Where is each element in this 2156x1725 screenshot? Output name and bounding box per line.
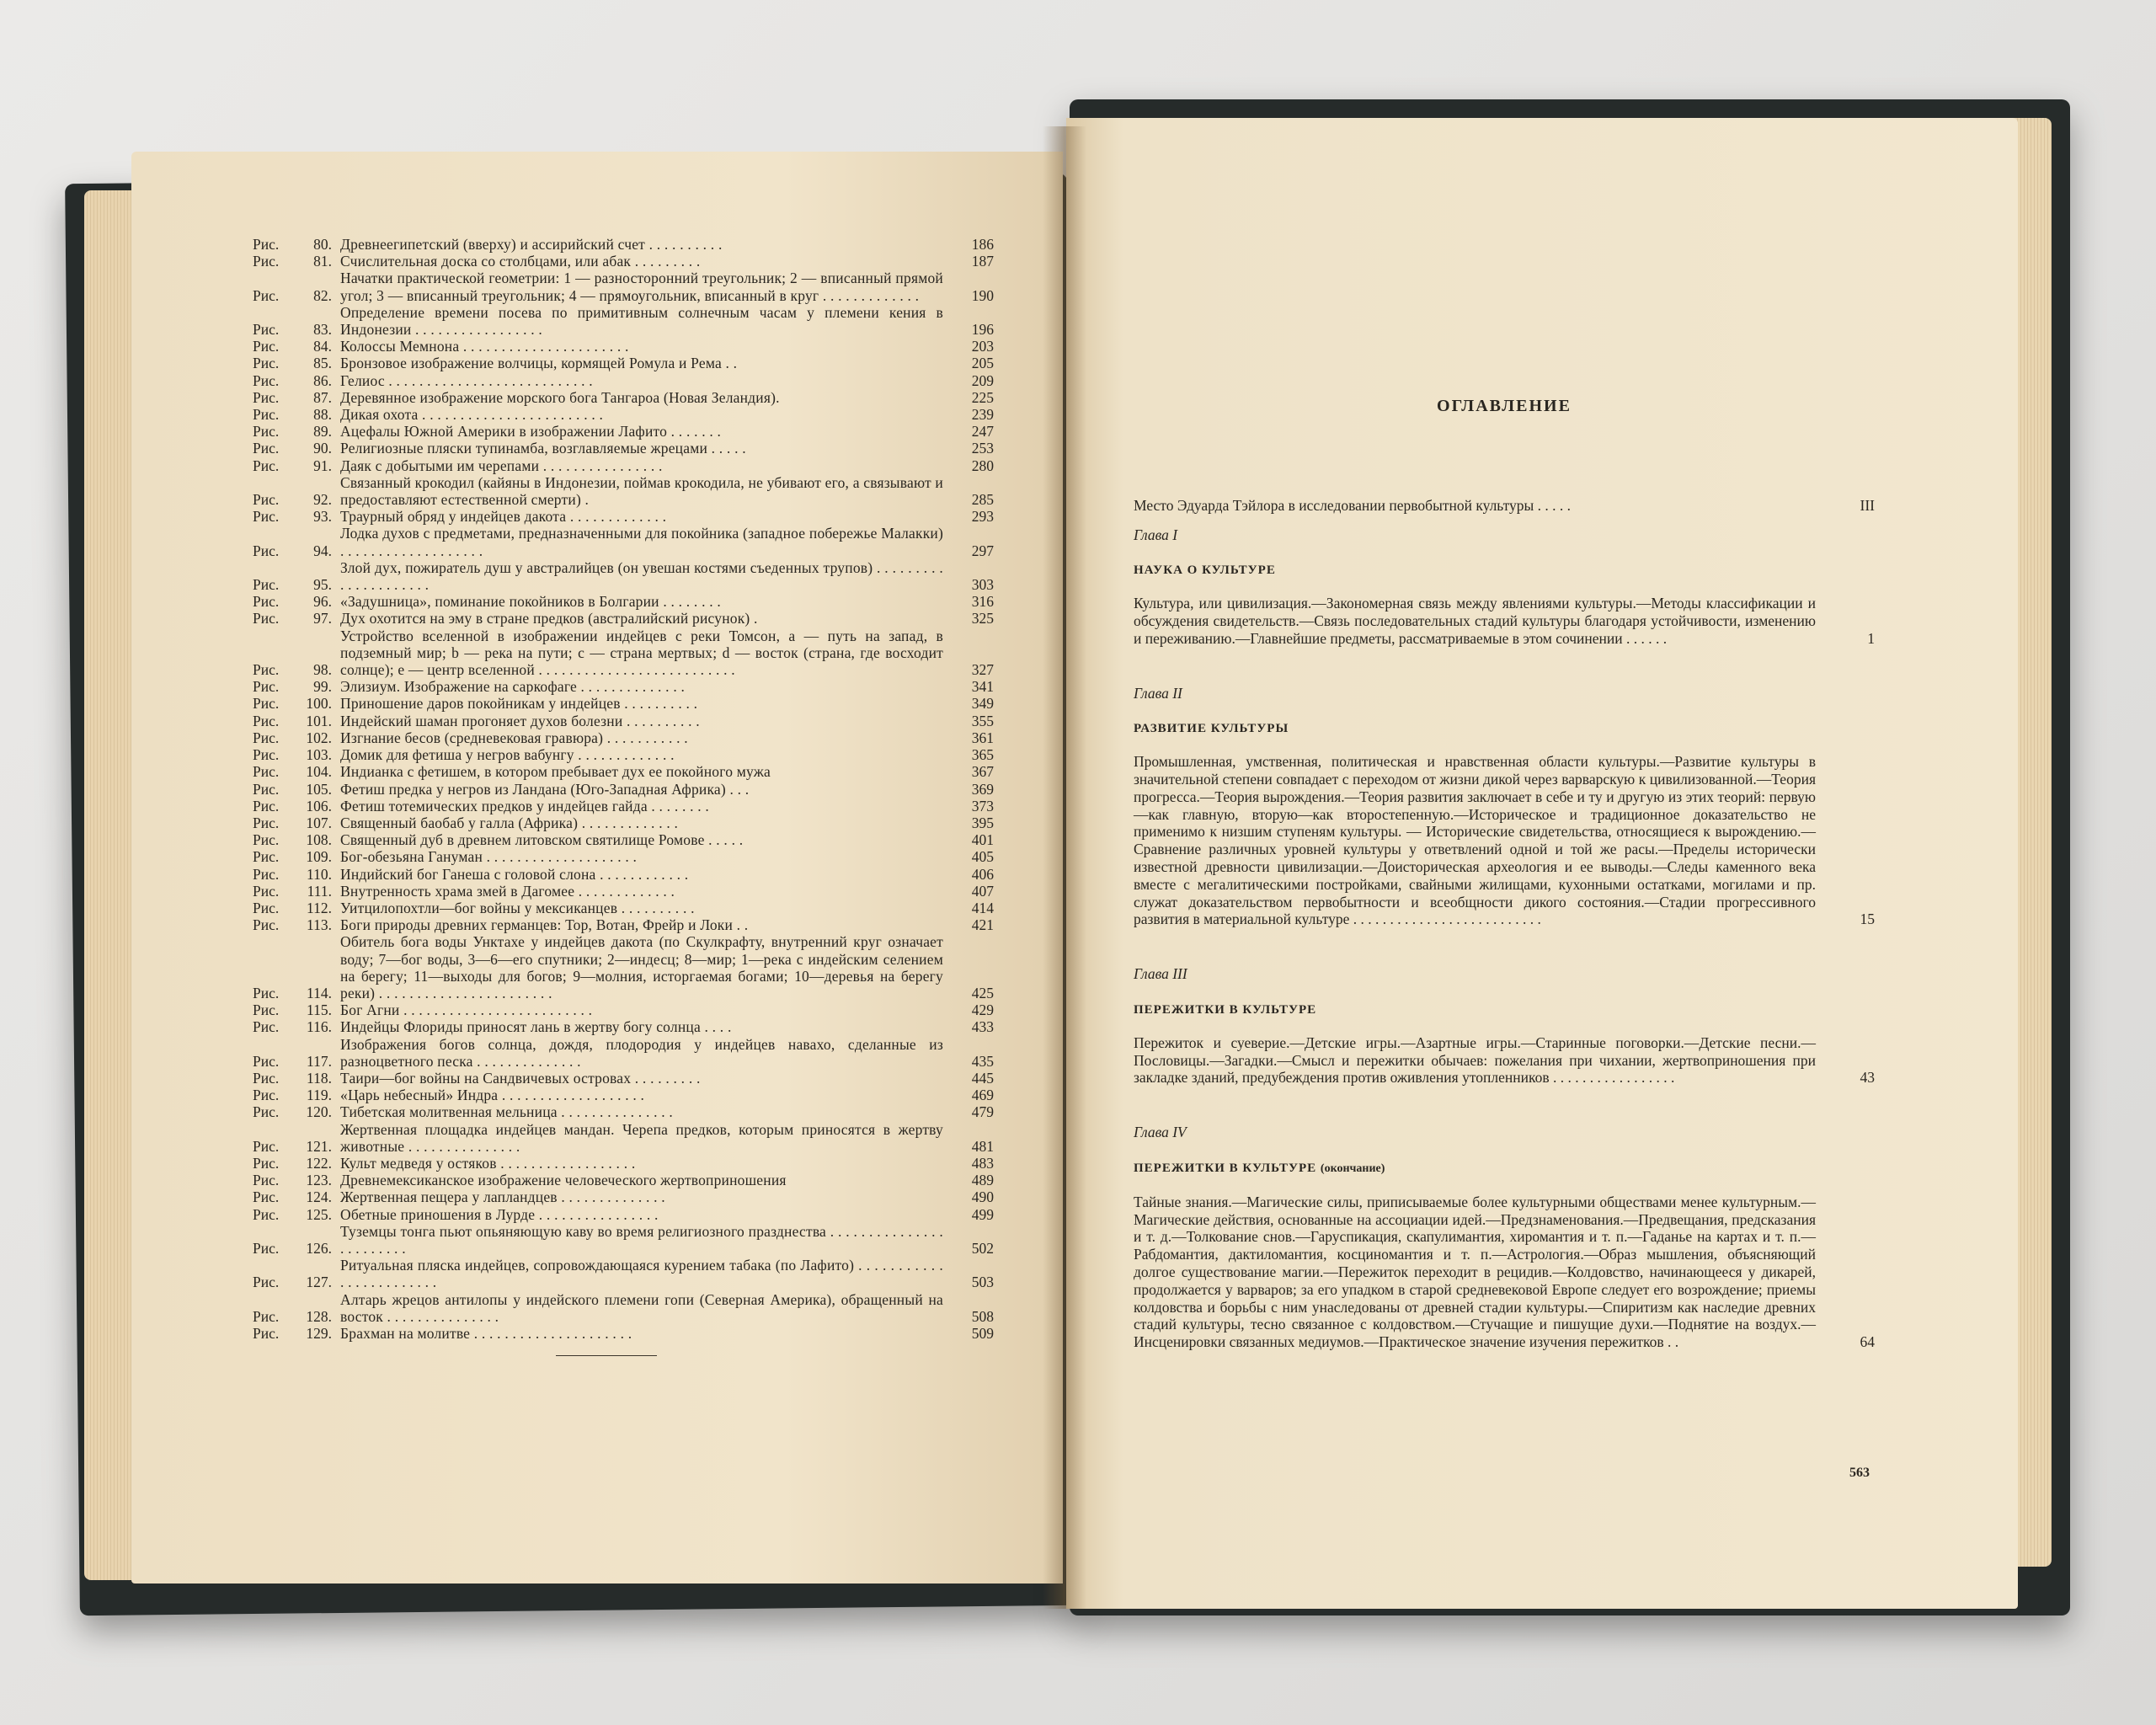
figure-caption: Уитцилопохтли—бог войны у мексиканцев . . . . . . . . . . — [340, 899, 695, 916]
figure-caption: Индейцы Флориды приносят лань в жертву богу солнца . . . . — [340, 1018, 732, 1036]
figure-label: Рис. — [253, 984, 280, 1001]
figure-caption: Ацефалы Южной Америки в изображении Лафито . . . . . . . — [340, 423, 722, 441]
figure-page: 421 — [971, 916, 994, 934]
figure-entry — [253, 729, 994, 746]
figure-number: 123. — [306, 1172, 332, 1189]
figure-label: Рис. — [253, 899, 280, 916]
toc-intro-entry — [1134, 497, 1875, 515]
figure-page: 489 — [971, 1172, 994, 1189]
figure-number: 98. — [313, 661, 332, 679]
figure-label: Рис. — [253, 508, 280, 526]
figure-entry — [253, 304, 994, 338]
figure-page: 499 — [971, 1205, 994, 1223]
figure-number: 112. — [307, 899, 332, 916]
figure-number: 110. — [307, 865, 332, 883]
figure-page: 187 — [971, 253, 994, 270]
page-title: ОГЛАВЛЕНИЕ — [1437, 397, 1572, 415]
figure-entry — [253, 610, 994, 627]
figure-page: 367 — [971, 763, 994, 781]
figure-number: 82. — [313, 286, 332, 304]
figure-label: Рис. — [253, 1274, 280, 1291]
figure-number: 109. — [306, 848, 332, 866]
figure-label: Рис. — [253, 746, 280, 764]
figure-entry — [253, 355, 994, 371]
spacer — [1134, 1087, 1875, 1112]
figure-number: 111. — [307, 882, 332, 900]
figure-number: 96. — [313, 593, 332, 611]
end-rule — [556, 1355, 657, 1356]
figure-caption: Устройство вселенной в изображении индейцев с реки Томсон, a — путь на запад, в подземный мир; b — река на пути; c — страна мертвых; d — восток (страна, где восходит солнце); e — центр вселенной . . . . . . . . . . . . . . . . . . . . . . . . . . — [340, 627, 943, 679]
figure-page: 481 — [971, 1137, 994, 1155]
figure-page: 297 — [971, 542, 994, 559]
figure-caption: Обетные приношения в Лурде . . . . . . . . . . . . . . . . — [340, 1205, 659, 1223]
figure-entry — [253, 253, 994, 270]
figure-entry — [253, 678, 994, 695]
figure-page: 316 — [971, 593, 994, 611]
figure-number: 94. — [313, 542, 332, 559]
figure-entry — [253, 372, 994, 389]
figure-entry — [253, 781, 994, 798]
figure-page: 433 — [971, 1018, 994, 1036]
figure-page: 190 — [971, 286, 994, 304]
figure-page: 429 — [971, 1001, 994, 1019]
figure-label: Рис. — [253, 882, 280, 900]
figure-page: 205 — [971, 355, 994, 372]
figure-label: Рис. — [253, 1239, 280, 1257]
figure-label: Рис. — [253, 610, 280, 628]
figure-caption: Бог-обезьяна Гануман . . . . . . . . . . . . . . . . . . . . — [340, 848, 638, 866]
figure-label: Рис. — [253, 457, 280, 474]
figure-page: 186 — [971, 236, 994, 253]
spacer — [1134, 928, 1875, 953]
book-gutter — [1043, 126, 1086, 1609]
figure-page: 361 — [971, 729, 994, 746]
figure-caption: Тибетская молитвенная мельница . . . . . . . . . . . . . . . — [340, 1103, 673, 1121]
figure-caption: «Царь небесный» Индра . . . . . . . . . . . . . . . . . . . — [340, 1087, 645, 1104]
chapter-heading — [1134, 562, 1875, 579]
figure-label: Рис. — [253, 321, 280, 339]
chapter-page: 43 — [1860, 1069, 1875, 1087]
figure-number: 118. — [307, 1069, 332, 1087]
figure-caption: Лодка духов с предметами, предназначенными для покойника (западное побережье Малакки) . . . . . . . . . . . . . . . . . . . — [340, 525, 943, 559]
figure-caption: Ритуальная пляска индейцев, сопровождающаяся курением табака (по Лафито) . . . . . . . . . . . . . . . . . . . . . . . . — [340, 1257, 943, 1291]
figure-label: Рис. — [253, 695, 280, 713]
figure-page: 369 — [971, 780, 994, 798]
figure-number: 104. — [306, 763, 332, 781]
figure-number: 106. — [306, 797, 332, 814]
figure-label: Рис. — [253, 1052, 280, 1070]
figure-label: Рис. — [253, 423, 280, 441]
figure-label: Рис. — [253, 1087, 280, 1104]
figure-caption: Культ медведя у остяков . . . . . . . . . . . . . . . . . . — [340, 1154, 636, 1172]
figure-caption: Домик для фетиша у негров вабунгу . . . . . . . . . . . . . — [340, 746, 675, 764]
figure-page: 303 — [971, 576, 994, 594]
figure-entry — [253, 1036, 994, 1070]
chapter-heading-text: ПЕРЕЖИТКИ В КУЛЬТУРЕ — [1134, 1002, 1317, 1017]
figure-label: Рис. — [253, 286, 280, 304]
figure-label: Рис. — [253, 388, 280, 406]
figure-number: 127. — [306, 1274, 332, 1291]
figure-page: 327 — [971, 661, 994, 679]
figure-number: 103. — [306, 746, 332, 764]
figure-caption: Алтарь жрецов антилопы у индейского племени гопи (Северная Америка), обращенный на восток . . . . . . . . . . . . . . . — [340, 1290, 943, 1325]
figure-label: Рис. — [253, 661, 280, 679]
chapter-body-line — [1134, 1034, 1875, 1087]
figure-caption: Счислительная доска со столбцами, или абак . . . . . . . . . — [340, 253, 701, 270]
figure-page: 239 — [971, 406, 994, 424]
chapter-summary: Тайные знания.—Магические силы, приписываемые более культурными обществами менее культурным.—Магические действия, основанные на ассоциации идей.—Предзнаменования.—Предвещания, предсказания и т. д.—Толкование снов.—Гаруспикация, скапулимантия, хиромантия и т. п.—Гаданье на картах и т. п.—Рабдомантия, дактиломантия, косциномантия и т. п.—Астрология.—Образ мышления, объясняющий долгое существование магии.—Пережиток переходит в рецидив.—Колдовство, начинающееся у дикарей, продолжается у варваров; за его упадком в старой средневековой Европе следует его возрождение; приемы колдовства и борьбы с ним унаследованы от древней стадии культуры.—Спиритизм как наследие древних стадий культуры, тесно связанное с колдовством.—Стучащие и пишущие духи.—Поднятие на воздух.—Инсценировки связанных медиумов.—Практическое значение изучения пережитков . . — [1134, 1193, 1816, 1351]
figure-number: 107. — [306, 814, 332, 831]
figure-label: Рис. — [253, 729, 280, 746]
figure-caption: Дикая охота . . . . . . . . . . . . . . . . . . . . . . . . — [340, 406, 604, 424]
figure-label: Рис. — [253, 1001, 280, 1019]
figure-page: 325 — [971, 610, 994, 628]
figure-number: 119. — [307, 1087, 332, 1104]
figure-caption: Священный баобаб у галла (Африка) . . . . . . . . . . . . . — [340, 814, 679, 831]
figure-caption: Приношение даров покойникам у индейцев . . . . . . . . . . — [340, 695, 698, 713]
figure-page: 203 — [971, 338, 994, 355]
figure-label: Рис. — [253, 355, 280, 372]
chapter-summary: Пережиток и суеверие.—Детские игры.—Азартные игры.—Старинные поговорки.—Детские песни.—Пословицы.—Загадки.—Смысл и пережитки обычаев: пожелания при чихании, жертвоприношения при закладке зданий, предубеждения против оживления утопленников . . . . . . . . . . . . . . . . . — [1134, 1033, 1816, 1087]
figure-page: 508 — [971, 1307, 994, 1325]
figure-page: 349 — [971, 695, 994, 713]
chapter-label: Глава II — [1134, 684, 1182, 702]
chapter-page: 64 — [1860, 1333, 1875, 1351]
figure-caption: Даяк с добытыми им черепами . . . . . . . . . . . . . . . . — [340, 457, 663, 474]
figure-number: 83. — [313, 321, 332, 339]
toc-intro-text: Место Эдуарда Тэйлора в исследовании первобытной культуры . . . . . — [1134, 496, 1572, 514]
figure-entry — [253, 695, 994, 712]
figure-entry — [253, 525, 994, 558]
figure-page: 395 — [971, 814, 994, 831]
figure-page: 355 — [971, 712, 994, 729]
figure-label: Рис. — [253, 848, 280, 866]
figure-number: 122. — [306, 1154, 332, 1172]
figure-number: 121. — [306, 1137, 332, 1155]
figure-entry — [253, 270, 994, 303]
figure-number: 113. — [307, 916, 332, 934]
figure-label: Рис. — [253, 491, 280, 509]
figure-caption: Древнемексиканское изображение человеческого жертвоприношения — [340, 1172, 787, 1189]
figure-entry — [253, 593, 994, 610]
figure-number: 81. — [313, 253, 332, 270]
figure-entry — [253, 1291, 994, 1325]
page-number: 563 — [1849, 1466, 1870, 1480]
chapter-heading — [1134, 1160, 1875, 1178]
chapter-heading-text: ПЕРЕЖИТКИ В КУЛЬТУРЕ — [1134, 1161, 1317, 1175]
figure-caption: Деревянное изображение морского бога Тангароа (Новая Зеландия). — [340, 388, 780, 406]
figure-number: 88. — [313, 406, 332, 424]
figure-entry — [253, 900, 994, 916]
figure-caption: Элизиум. Изображение на саркофаге . . . . . . . . . . . . . . — [340, 678, 686, 696]
illustration-list — [253, 236, 994, 1356]
figure-label: Рис. — [253, 865, 280, 883]
chapter-3 — [1134, 965, 1875, 1087]
figure-entry — [253, 338, 994, 355]
figure-entry — [253, 798, 994, 814]
figure-page: 341 — [971, 678, 994, 696]
figure-label: Рис. — [253, 763, 280, 781]
figure-number: 87. — [313, 388, 332, 406]
figure-page: 225 — [971, 388, 994, 406]
figure-entry — [253, 831, 994, 848]
figure-entry — [253, 1223, 994, 1257]
figure-caption: Бог Агни . . . . . . . . . . . . . . . . . . . . . . . . . — [340, 1001, 593, 1019]
figure-page: 503 — [971, 1274, 994, 1291]
figure-caption: Злой дух, пожиратель душ у австралийцев (он увешан костями съеденных трупов) . . . . . . . . . . . . . . . . . . . . . — [340, 558, 943, 594]
figure-number: 85. — [313, 355, 332, 372]
figure-number: 114. — [307, 984, 332, 1001]
figure-caption: Внутренность храма змей в Дагомее . . . . . . . . . . . . . — [340, 882, 675, 900]
figure-label: Рис. — [253, 916, 280, 934]
figure-page: 280 — [971, 457, 994, 474]
figure-number: 126. — [306, 1239, 332, 1257]
figure-entry — [253, 1087, 994, 1103]
figure-label: Рис. — [253, 1018, 280, 1036]
figure-page: 253 — [971, 440, 994, 457]
figure-page: 502 — [971, 1239, 994, 1257]
figure-caption: Жертвенная пещера у лапландцев . . . . . . . . . . . . . . — [340, 1188, 665, 1206]
figure-entry — [253, 1103, 994, 1120]
figure-label: Рис. — [253, 780, 280, 798]
figure-label: Рис. — [253, 1325, 280, 1342]
chapter-heading-text: РАЗВИТИЕ КУЛЬТУРЫ — [1134, 722, 1289, 736]
chapter-summary: Культура, или цивилизация.—Закономерная связь между явлениями культуры.—Методы классификации и обсуждения свидетельств.—Связь последовательных стадий культуры благодаря устойчивости, изменению и переживанию.—Главнейшие предметы, рассматриваемые в этом сочинении . . . . . . — [1134, 595, 1816, 647]
chapter-body-line — [1134, 753, 1875, 928]
figure-entry — [253, 763, 994, 780]
figure-entry — [253, 1001, 994, 1018]
figure-label: Рис. — [253, 1154, 280, 1172]
figure-page: 247 — [971, 423, 994, 441]
figure-caption: Бронзовое изображение волчицы, кормящей Ромула и Рема . . — [340, 355, 738, 372]
table-of-contents — [1134, 337, 1875, 1351]
figure-caption: Индийский бог Ганеша с головой слона . . . . . . . . . . . . — [340, 865, 689, 883]
figure-entry — [253, 389, 994, 406]
figure-page: 401 — [971, 831, 994, 849]
figure-caption: Траурный обряд у индейцев дакота . . . . . . . . . . . . . — [340, 508, 667, 526]
chapter-body — [1134, 1194, 1875, 1351]
figure-label: Рис. — [253, 593, 280, 611]
figure-page: 405 — [971, 848, 994, 866]
figure-caption: Связанный крокодил (кайяны в Индонезии, поймав крокодила, не убивают его, а связывают и предоставляют естественной смерти) . — [340, 473, 943, 509]
figure-caption: Религиозные пляски тупинамба, возглавляемые жрецами . . . . . — [340, 440, 746, 457]
figure-caption: Изгнание бесов (средневековая гравюра) . . . . . . . . . . . — [340, 729, 688, 746]
figure-number: 91. — [313, 457, 332, 474]
figure-entry — [253, 1325, 994, 1342]
figure-number: 120. — [306, 1103, 332, 1121]
figure-number: 101. — [306, 712, 332, 729]
figure-entry — [253, 883, 994, 900]
figure-entry — [253, 559, 994, 593]
figure-entry — [253, 440, 994, 457]
figure-number: 117. — [307, 1052, 332, 1070]
figure-caption: Брахман на молитве . . . . . . . . . . . . . . . . . . . . . — [340, 1325, 632, 1342]
figure-number: 116. — [307, 1018, 332, 1036]
figure-number: 97. — [313, 610, 332, 628]
figure-caption: Священный дуб в древнем литовском святилище Ромове . . . . . — [340, 831, 744, 849]
figure-entry — [253, 236, 994, 253]
figure-page: 285 — [971, 491, 994, 509]
figure-caption: Колоссы Мемнона . . . . . . . . . . . . . . . . . . . . . . — [340, 338, 629, 355]
figure-entry — [253, 1257, 994, 1290]
figure-caption: Начатки практической геометрии: 1 — разносторонний треугольник; 2 — вписанный прямой угол; 3 — вписанный треугольник; 4 — прямоугольник, вписанный в круг . . . . . . . . . . . . . — [340, 270, 943, 304]
chapter-1 — [1134, 526, 1875, 648]
toc-intro-page: III — [1860, 496, 1875, 514]
figure-label: Рис. — [253, 542, 280, 559]
figure-label: Рис. — [253, 440, 280, 457]
figure-page: 469 — [971, 1087, 994, 1104]
figure-label: Рис. — [253, 1172, 280, 1189]
figure-entry — [253, 1070, 994, 1087]
figure-number: 115. — [307, 1001, 332, 1019]
chapter-body — [1134, 753, 1875, 928]
chapter-4 — [1134, 1124, 1875, 1351]
chapter-heading — [1134, 720, 1875, 738]
figure-label: Рис. — [253, 831, 280, 849]
figure-page: 209 — [971, 371, 994, 389]
figure-number: 102. — [306, 729, 332, 746]
figure-entry — [253, 1172, 994, 1188]
figure-entry — [253, 713, 994, 729]
figure-number: 80. — [313, 236, 332, 253]
figure-caption: Индейский шаман прогоняет духов болезни . . . . . . . . . . — [340, 712, 700, 729]
chapter-body-line — [1134, 1194, 1875, 1351]
figure-number: 84. — [313, 338, 332, 355]
spacer — [1134, 648, 1875, 673]
figure-label: Рис. — [253, 797, 280, 814]
figure-caption: «Задушница», поминание покойников в Болгарии . . . . . . . . — [340, 593, 721, 611]
figure-entry — [253, 1188, 994, 1205]
figure-number: 86. — [313, 371, 332, 389]
figure-label: Рис. — [253, 576, 280, 594]
figure-page: 479 — [971, 1103, 994, 1121]
figure-number: 105. — [306, 780, 332, 798]
figure-caption: Туземцы тонга пьют опьяняющую каву во время религиозного празднества . . . . . . . . . . . . . . . . . . . . . . . . — [340, 1222, 943, 1257]
figure-number: 124. — [306, 1188, 332, 1206]
figure-label: Рис. — [253, 1103, 280, 1121]
chapter-body — [1134, 1034, 1875, 1087]
figure-page: 407 — [971, 882, 994, 900]
figure-entry — [253, 866, 994, 883]
figure-number: 108. — [306, 831, 332, 849]
figure-caption: Фетиш предка у негров из Ландана (Юго-Западная Африка) . . . — [340, 780, 750, 798]
figure-entry — [253, 1206, 994, 1223]
figure-caption: Дух охотится на эму в стране предков (австралийский рисунок) . — [340, 610, 758, 628]
figure-label: Рис. — [253, 236, 280, 253]
figure-caption: Фетиш тотемических предков у индейцев гайда . . . . . . . . — [340, 797, 710, 814]
figure-page: 509 — [971, 1325, 994, 1342]
figure-number: 100. — [306, 695, 332, 713]
figure-page: 435 — [971, 1052, 994, 1070]
figure-label: Рис. — [253, 712, 280, 729]
figure-label: Рис. — [253, 253, 280, 270]
chapter-heading-note: (окончание) — [1320, 1162, 1385, 1175]
figure-label: Рис. — [253, 406, 280, 424]
figure-label: Рис. — [253, 814, 280, 831]
chapter-heading — [1134, 1001, 1875, 1019]
figure-label: Рис. — [253, 1069, 280, 1087]
chapter-page: 1 — [1867, 629, 1875, 647]
figure-label: Рис. — [253, 1137, 280, 1155]
figure-page: 293 — [971, 508, 994, 526]
figure-entry — [253, 406, 994, 423]
figure-caption: Жертвенная площадка индейцев мандан. Черепа предков, которым приносятся в жертву животные . . . . . . . . . . . . . . . — [340, 1120, 943, 1155]
figure-number: 129. — [306, 1325, 332, 1342]
figure-page: 373 — [971, 797, 994, 814]
figure-page: 445 — [971, 1069, 994, 1087]
figure-entry — [253, 628, 994, 679]
figure-entry — [253, 1018, 994, 1035]
figure-number: 92. — [313, 491, 332, 509]
figure-entry — [253, 814, 994, 831]
figure-caption: Обитель бога воды Унктахе у индейцев дакота (по Скулкрафту, внутренний круг означает воду; 7—бог воды, 3—6—его спутники; 2—индесц; 8—мир; 1—река с индейским селением на берегу; 11—выходы для богов; 9—молния, исторгаемая богами; 10—деревья на берегу реки) . . . . . . . . . . . . . . . . . . . . . . . — [340, 933, 943, 1001]
figure-page: 483 — [971, 1154, 994, 1172]
figure-number: 90. — [313, 440, 332, 457]
figure-caption: Таири—бог войны на Сандвичевых островах . . . . . . . . . — [340, 1069, 701, 1087]
figure-caption: Гелиос . . . . . . . . . . . . . . . . . . . . . . . . . . . — [340, 371, 593, 389]
figure-number: 95. — [313, 576, 332, 594]
figure-number: 89. — [313, 423, 332, 441]
figure-label: Рис. — [253, 678, 280, 696]
figure-entry — [253, 933, 994, 1001]
figure-page: 196 — [971, 321, 994, 339]
figure-entry — [253, 474, 994, 508]
figure-page: 414 — [971, 899, 994, 916]
figure-page: 406 — [971, 865, 994, 883]
figure-label: Рис. — [253, 371, 280, 389]
chapter-label: Глава IV — [1134, 1124, 1187, 1141]
figure-caption: Изображения богов солнца, дождя, плодородия у индейцев навахо, сделанные из разноцветного песка . . . . . . . . . . . . . . — [340, 1035, 943, 1070]
figure-caption: Боги природы древних германцев: Тор, Вотан, Фрейр и Локи . . — [340, 916, 749, 934]
figure-entry — [253, 848, 994, 865]
chapter-page: 15 — [1860, 911, 1875, 928]
figure-page: 365 — [971, 746, 994, 764]
figure-number: 93. — [313, 508, 332, 526]
chapter-label: Глава III — [1134, 965, 1187, 983]
figure-entry — [253, 916, 994, 933]
figure-entry — [253, 423, 994, 440]
chapter-summary: Промышленная, умственная, политическая и нравственная области культуры.—Развитие культуры в значительной степени совпадает с переходом от жизни дикой через варварскую к цивилизованной.—Теория прогресса.—Теория вырождения.—Теория развития заключает в себе и ту и другую из этих теорий: первую—как главную, вторую—как второстепенную.—Историческое и традиционное доказательство не применимо к низшим ступеням культуры. — Исторические свидетельства, относящиеся к вырождению.—Сравнение различных уровней культуры у ответвлений одной и той же расы.—Пределы исторически известной древности цивилизации.—Доисторическая археология и ее выводы.—Следы каменного века вместе с мегалитическими постройками, свайными жилищами, кухонными остатками, могилами и пр. служат доказательством первобытности и всеобщности дикого состояния.—Стадии прогрессивного развития в материальной культуре . . . . . . . . . . . . . . . . . . . . . . . . . . — [1134, 753, 1816, 928]
figure-entry — [253, 457, 994, 474]
chapter-body — [1134, 595, 1875, 647]
figure-entry — [253, 1121, 994, 1155]
figure-label: Рис. — [253, 1307, 280, 1325]
figure-entry — [253, 746, 994, 763]
figure-caption: Определение времени посева по примитивным солнечным часам у племени кения в Индонезии . . . . . . . . . . . . . . . . . — [340, 303, 943, 339]
chapter-body-line — [1134, 595, 1875, 647]
figure-page: 425 — [971, 984, 994, 1001]
figure-label: Рис. — [253, 338, 280, 355]
figure-label: Рис. — [253, 1205, 280, 1223]
figure-label: Рис. — [253, 1188, 280, 1206]
figure-page: 490 — [971, 1188, 994, 1206]
figure-number: 128. — [306, 1307, 332, 1325]
figure-caption: Индианка с фетишем, в котором пребывает дух ее покойного мужа — [340, 763, 771, 781]
chapter-label: Глава I — [1134, 526, 1178, 543]
figure-entry — [253, 508, 994, 525]
figure-number: 99. — [313, 678, 332, 696]
figure-entry — [253, 1155, 994, 1172]
figure-number: 125. — [306, 1205, 332, 1223]
figure-caption: Древнеегипетский (вверху) и ассирийский счет . . . . . . . . . . — [340, 236, 723, 253]
chapter-2 — [1134, 685, 1875, 929]
chapter-heading-text: НАУКА О КУЛЬТУРЕ — [1134, 563, 1276, 578]
